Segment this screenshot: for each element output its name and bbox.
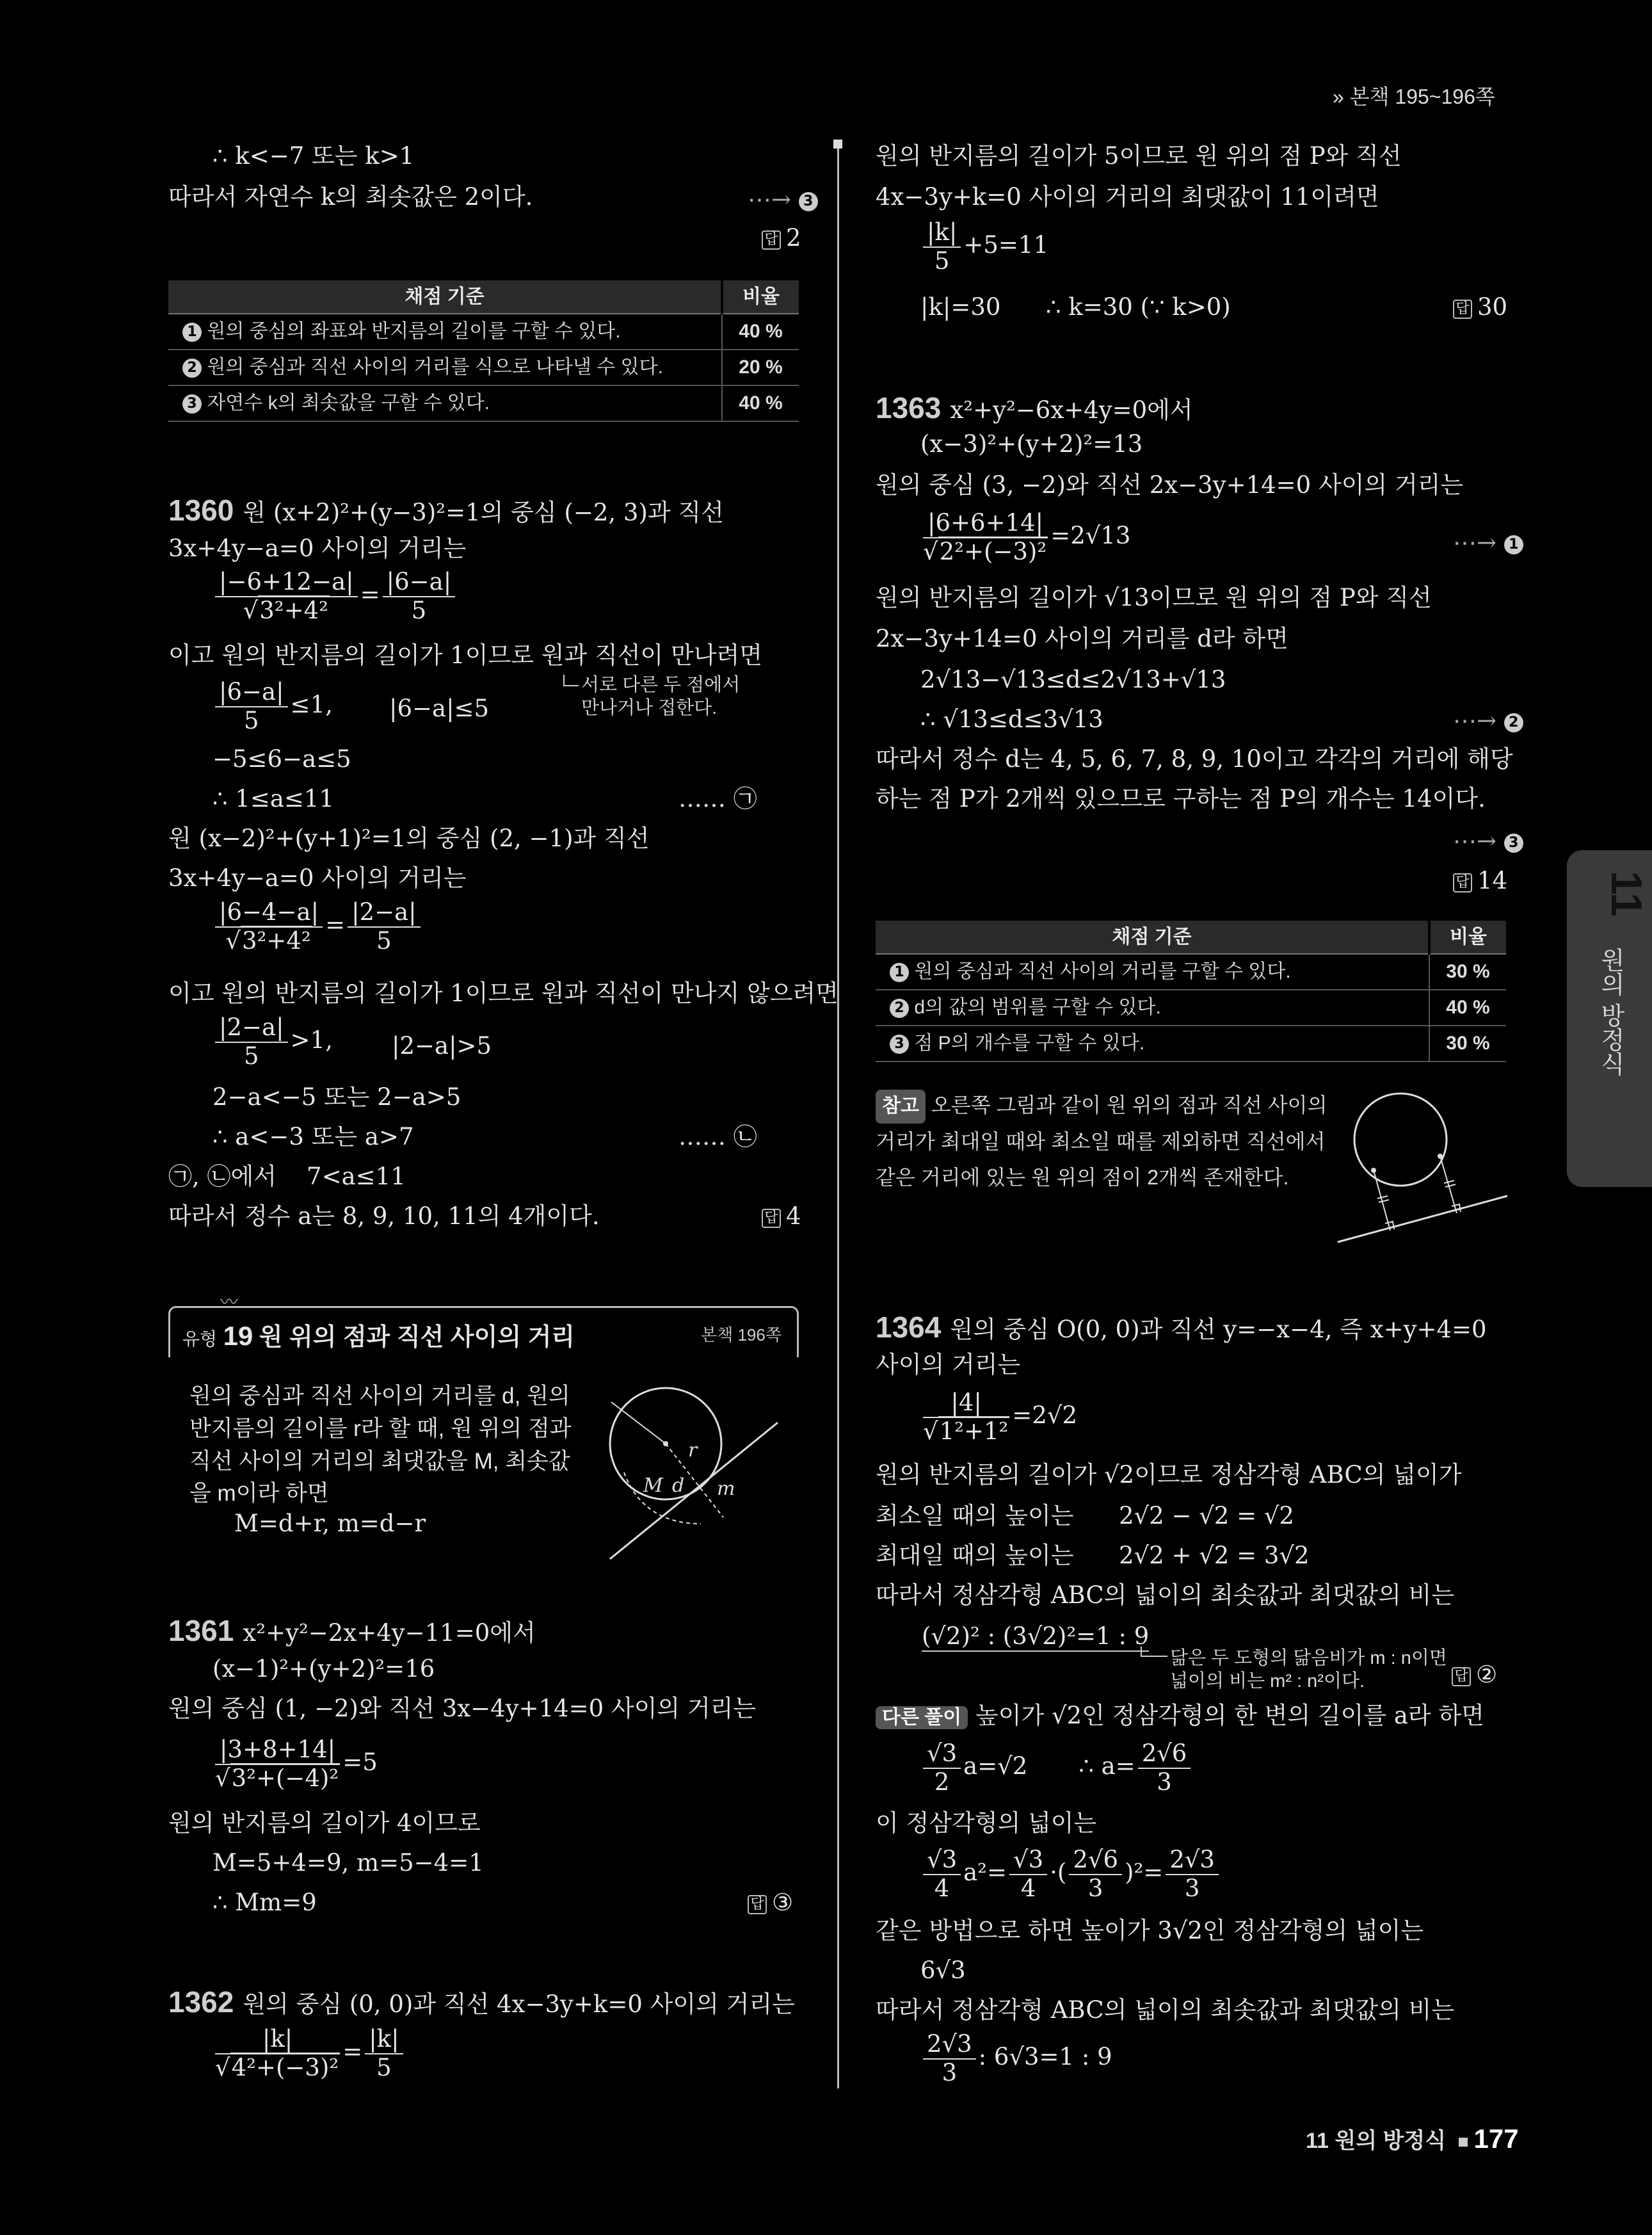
step-marker: ⋯→ 2	[1453, 707, 1523, 735]
table-cell: 3 자연수 k의 최솟값을 구할 수 있다.	[168, 385, 722, 421]
answer-icon: 답	[1453, 873, 1472, 892]
table-header: 비율	[1429, 921, 1506, 954]
text-line: 원의 반지름의 길이가 5이므로 원 위의 점 P와 직선	[876, 142, 1402, 170]
table-cell: 40 %	[722, 314, 799, 350]
text-line: 따라서 정삼각형 ABC의 넓이의 최솟값과 최댓값의 비는	[876, 1996, 1455, 2024]
table-cell: 1 원의 중심과 직선 사이의 거리를 구할 수 있다.	[876, 954, 1429, 990]
text-line: 최대일 때의 높이는 2√2 + √2 = 3√2	[876, 1542, 1310, 1569]
text-line: ∴ a<−3 또는 a>7	[213, 1123, 414, 1150]
text-line: M=5+4=9, m=5−4=1	[213, 1849, 484, 1876]
answer-icon: 답	[1453, 300, 1472, 319]
text-line: 따라서 정수 d는 4, 5, 6, 7, 8, 9, 10이고 각각의 거리에 해당	[876, 745, 1513, 773]
text-line: (x−1)²+(y+2)²=16	[213, 1655, 435, 1682]
text-line: 3x+4y−a=0 사이의 거리는	[168, 535, 467, 562]
text-line: 따라서 자연수 k의 최솟값은 2이다.	[168, 183, 533, 211]
equation-tag: …… ㉠	[678, 785, 757, 812]
fraction-line: $\frac{|-6+12-a|}{\text{√3²+4²}}$ = $\frac{|6-a|}{5}$	[213, 569, 458, 624]
scoring-table-2	[876, 921, 1506, 1062]
answer: 답 ②	[1452, 1661, 1497, 1689]
text-line: (x−3)²+(y+2)²=13	[920, 430, 1143, 458]
text-line: −5≤6−a≤5	[213, 745, 351, 773]
fraction-line: $\frac{|6-4-a|}{\text{√3²+4²}}$ = $\frac{|2-a|}{5}$	[213, 899, 423, 955]
fraction-line: $\frac{2√3}{3}$ : 6√3=1 : 9	[920, 2031, 1112, 2086]
text-line: 이고 원의 반지름의 길이가 1이므로 원과 직선이 만나려면	[168, 641, 762, 669]
type-ref: 본책 196쪽	[701, 1325, 782, 1344]
annotation-note: 서로 다른 두 점에서 만나거나 접한다.	[581, 675, 741, 719]
scoring-table-1	[168, 280, 799, 422]
text-line: 따라서 정삼각형 ABC의 넓이의 최솟값과 최댓값의 비는	[876, 1581, 1455, 1609]
fraction-line: $\frac{√3}{2}$ a=√2 ∴ a= $\frac{2√6}{3}$	[920, 1740, 1193, 1796]
step-marker: ⋯→ 3	[748, 186, 818, 214]
text-line: ∴ √13≤d≤3√13	[920, 706, 1103, 733]
text-line: 4x−3y+k=0 사이의 거리의 최댓값이 11이려면	[876, 183, 1379, 211]
text-line: ∴ k<−7 또는 k>1	[213, 142, 415, 170]
answer: 답 14	[1453, 867, 1507, 895]
text-line: 원의 반지름의 길이가 √13이므로 원 위의 점 P와 직선	[876, 584, 1432, 611]
text-line: 하는 점 P가 2개씩 있으므로 구하는 점 P의 개수는 14이다.	[876, 785, 1486, 812]
annotation-bracket	[1141, 1647, 1167, 1657]
text-line: 원의 중심 (3, −2)와 직선 2x−3y+14=0 사이의 거리는	[876, 471, 1464, 499]
text-line: 다른 풀이 높이가 √2인 정삼각형의 한 변의 길이를 a라 하면	[876, 1702, 1484, 1730]
problem-1360: 1360 원 (x+2)²+(y−3)²=1의 중심 (−2, 3)과 직선	[168, 494, 724, 527]
table-header: 채점 기준	[168, 280, 722, 314]
type-title: 유형 19 원 위의 점과 직선 사이의 거리	[182, 1321, 575, 1351]
problem-1362: 1362 원의 중심 (0, 0)과 직선 4x−3y+k=0 사이의 거리는	[168, 1985, 795, 2019]
text-line: 이 정삼각형의 넓이는	[876, 1809, 1097, 1837]
side-tab-title: 원의 방정식	[1596, 948, 1624, 1076]
fraction-line: $\frac{|6+6+14|}{\text{√2²+(−3)²}}$ =2√13	[923, 509, 1131, 565]
table-header: 비율	[722, 280, 799, 314]
text-line: 6√3	[920, 1957, 966, 1984]
table-cell: 3 점 P의 개수를 구할 수 있다.	[876, 1026, 1429, 1061]
zigzag-icon: 〰	[220, 1291, 239, 1312]
fraction-line: $\frac{√3}{4}$ a²= $\frac{√3}{4}$ ·( $\frac{2√6}{3}$ )²= $\frac{2√3}{3}$	[920, 1846, 1221, 1902]
text-line: 사이의 거리는	[876, 1351, 1021, 1378]
answer-icon: 답	[1452, 1667, 1471, 1686]
text-line: |k|=30 ∴ k=30 (∵ k>0)	[920, 293, 1231, 321]
fraction-line: $\frac{|k|}{\text{√4²+(−3)²}}$ = $\frac{|k|}{5}$	[213, 2026, 406, 2081]
text-line: 최소일 때의 높이는 2√2 − √2 = √2	[876, 1502, 1294, 1529]
answer: 답 4	[762, 1202, 801, 1230]
fraction-line: $\frac{|3+8+14|}{\text{√3²+(−4)²}}$ =5	[215, 1736, 378, 1792]
fraction-line: $\frac{|6-a|}{5}$ ≤1,	[213, 679, 333, 734]
type-description: 원의 중심과 직선 사이의 거리를 d, 원의 반지름의 길이를 r라 할 때, 원 위의 점과 직선 사이의 거리의 최댓값을 M, 최솟값 을 m이라 하면	[189, 1384, 572, 1506]
text-line: 원 (x−2)²+(y+1)²=1의 중심 (2, −1)과 직선	[168, 825, 650, 852]
table-cell: 2 원의 중심과 직선 사이의 거리를 식으로 나타낼 수 있다.	[168, 350, 722, 385]
text-line: (√2)² : (3√2)²=1 : 9	[922, 1622, 1149, 1652]
table-cell: 1 원의 중심의 좌표와 반지름의 길이를 구할 수 있다.	[168, 314, 722, 350]
note-label: 참고	[876, 1090, 926, 1124]
fraction-line: $\frac{|2-a|}{5}$ >1,	[213, 1014, 333, 1070]
table-cell: 20 %	[722, 350, 799, 385]
step-marker: ⋯→ 1	[1453, 529, 1523, 557]
page-header-ref: » 본책 195~196쪽	[1333, 85, 1495, 108]
text-line: 2−a<−5 또는 2−a>5	[213, 1083, 461, 1111]
column-divider	[837, 142, 839, 2088]
answer: 답 ③	[748, 1889, 793, 1917]
answer: 답 2	[762, 224, 801, 252]
text-line: 이고 원의 반지름의 길이가 1이므로 원과 직선이 만나지 않으려면	[168, 980, 838, 1007]
annotation-note: 닮은 두 도형의 닮음비가 m : n이면 넓이의 비는 m² : n²이다.	[1170, 1648, 1447, 1692]
text-line: ㉠, ㉡에서 7<a≤11	[168, 1163, 406, 1190]
text-line: 원의 반지름의 길이가 4이므로	[168, 1809, 481, 1837]
text-line: 2√13−√13≤d≤2√13+√13	[920, 666, 1226, 693]
answer-icon: 답	[748, 1895, 767, 1914]
text-line: 따라서 정수 a는 8, 9, 10, 11의 4개이다.	[168, 1202, 600, 1230]
table-cell: 40 %	[1429, 990, 1506, 1026]
text-line: 3x+4y−a=0 사이의 거리는	[168, 864, 467, 892]
table-cell: 30 %	[1429, 1026, 1506, 1061]
text-line: ∴ 1≤a≤11	[213, 785, 334, 812]
note-block: 참고 오른쪽 그림과 같이 원 위의 점과 직선 사이의 거리가 최대일 때와 최소일 때를 제외하면 직선에서 같은 거리에 있는 원 위의 점이 2개씩 존재한다.	[876, 1087, 1327, 1195]
divider-cap	[833, 140, 842, 149]
svg-text:m: m	[717, 1478, 735, 1500]
answer: 답 30	[1453, 293, 1507, 321]
text-line: 2x−3y+14=0 사이의 거리를 d라 하면	[876, 625, 1288, 652]
problem-1363: 1363 x²+y²−6x+4y=0에서	[876, 391, 1193, 424]
circle-distance-figure	[605, 1383, 784, 1569]
type-formula: M=d+r, m=d−r	[234, 1510, 426, 1537]
table-cell: 40 %	[722, 385, 799, 421]
fraction-line: $\frac{|4|}{\text{√1²+1²}}$ =2√2	[923, 1389, 1077, 1445]
equation-tag: …… ㉡	[678, 1123, 757, 1150]
side-tab-number: 11	[1602, 871, 1651, 917]
step-marker: ⋯→ 3	[1453, 827, 1523, 855]
table-header: 채점 기준	[876, 921, 1429, 954]
text-line: 원의 중심 (1, −2)와 직선 3x−4y+14=0 사이의 거리는	[168, 1695, 757, 1722]
answer-icon: 답	[762, 1209, 781, 1228]
text-line: |2−a|>5	[392, 1032, 492, 1060]
chevron-right-icon: »	[1333, 85, 1344, 108]
text-line: ∴ Mm=9	[213, 1889, 317, 1916]
table-cell: 30 %	[1429, 954, 1506, 990]
problem-1364: 1364 원의 중심 O(0, 0)과 직선 y=−x−4, 즉 x+y+4=0	[876, 1311, 1487, 1344]
svg-text:r: r	[688, 1439, 698, 1462]
fraction-line: $\frac{|k|}{5}$ +5=11	[920, 219, 1048, 275]
text-line: |6−a|≤5	[389, 695, 490, 722]
problem-1361: 1361 x²+y²−2x+4y−11=0에서	[168, 1614, 536, 1647]
answer-icon: 답	[762, 230, 781, 250]
alt-solution-label: 다른 풀이	[876, 1706, 968, 1729]
svg-text:M: M	[643, 1474, 663, 1497]
page-footer: 11 원의 방정식 177	[1306, 2124, 1519, 2154]
text-line: 같은 방법으로 하면 높이가 3√2인 정삼각형의 넓이는	[876, 1917, 1424, 1944]
annotation-bracket	[563, 675, 579, 686]
text-line: 원의 반지름의 길이가 √2이므로 정삼각형 ABC의 넓이가	[876, 1461, 1462, 1489]
svg-text:d: d	[672, 1474, 685, 1497]
table-cell: 2 d의 값의 범위를 구할 수 있다.	[876, 990, 1429, 1026]
circle-line-figure	[1331, 1088, 1511, 1248]
